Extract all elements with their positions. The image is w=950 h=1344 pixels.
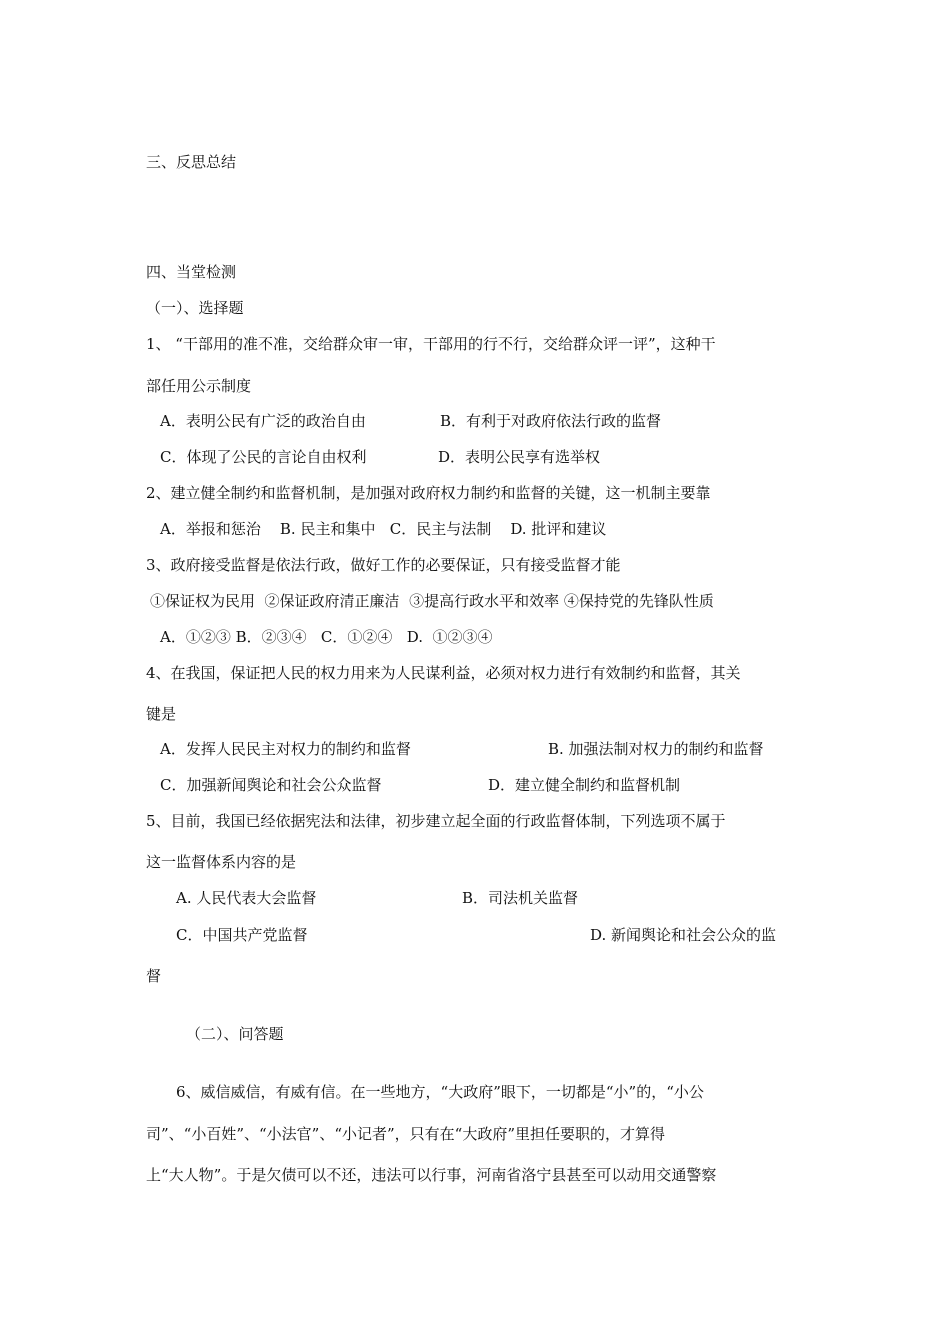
q5-stem-line2: 这一监督体系内容的是 (146, 853, 297, 871)
q4-option-c: C．加强新闻舆论和社会公众监督 (160, 776, 382, 794)
q5-option-a: A. 人民代表大会监督 (176, 889, 317, 907)
q4-option-b: B. 加强法制对权力的制约和监督 (548, 740, 764, 758)
q4-option-a: A．发挥人民民主对权力的制约和监督 (160, 740, 411, 758)
q6-line1: 6、威信威信，有威有信。在一些地方，“大政府”眼下，一切都是“小”的，“小公 (176, 1083, 704, 1101)
q4-option-d: D．建立健全制约和监督机制 (488, 776, 681, 794)
q1-option-b: B．有利于对政府依法行政的监督 (440, 412, 662, 430)
q5-option-c: C．中国共产党监督 (176, 926, 308, 944)
q1-stem-line2: 部任用公示制度 (146, 377, 252, 395)
q4-stem-line2: 键是 (146, 705, 177, 723)
choice-heading: （一）、选择题 (146, 299, 244, 317)
q6-line2: 司”、“小百姓”、“小法官”、“小记者”，只有在“大政府”里担任要职的，才算得 (146, 1125, 666, 1143)
q5-stem-line1: 5、目前，我国已经依据宪法和法律，初步建立起全面的行政监督体制，下列选项不属于 (146, 812, 726, 830)
q1-option-d: D．表明公民享有选举权 (438, 448, 601, 466)
q5-option-b: B．司法机关监督 (462, 889, 579, 907)
q1-option-c: C．体现了公民的言论自由权利 (160, 448, 367, 466)
q3-stem: 3、政府接受监督是依法行政，做好工作的必要保证，只有接受监督才能 (146, 556, 621, 574)
reflection-heading: 三、反思总结 (146, 153, 237, 171)
qa-heading: （二）、问答题 (186, 1025, 284, 1043)
q4-stem-line1: 4、在我国，保证把人民的权力用来为人民谋利益，必须对权力进行有效制约和监督，其关 (146, 664, 741, 682)
test-heading: 四、当堂检测 (146, 263, 237, 281)
q2-options: A．举报和惩治 B. 民主和集中 C．民主与法制 D. 批评和建议 (160, 520, 607, 538)
q1-option-a: A．表明公民有广泛的政治自由 (160, 412, 366, 430)
q2-stem: 2、建立健全制约和监督机制，是加强对政府权力制约和监督的关键，这一机制主要靠 (146, 484, 711, 502)
q6-line3: 上“大人物”。于是欠债可以不还，违法可以行事，河南省洛宁县甚至可以动用交通警察 (146, 1166, 717, 1184)
q3-options: A．①②③ B．②③④ C．①②④ D. ①②③④ (160, 628, 493, 646)
q3-items: ①保证权为民用 ②保证政府清正廉洁 ③提高行政水平和效率 ④保持党的先锋队性质 (150, 592, 714, 610)
q5-option-d-wrap: 督 (146, 967, 162, 985)
q5-option-d: D. 新闻舆论和社会公众的监 (590, 926, 777, 944)
q1-stem-line1: 1、 “干部用的准不准，交给群众审一审，干部用的行不行，交给群众评一评”，这种干 (146, 335, 716, 353)
